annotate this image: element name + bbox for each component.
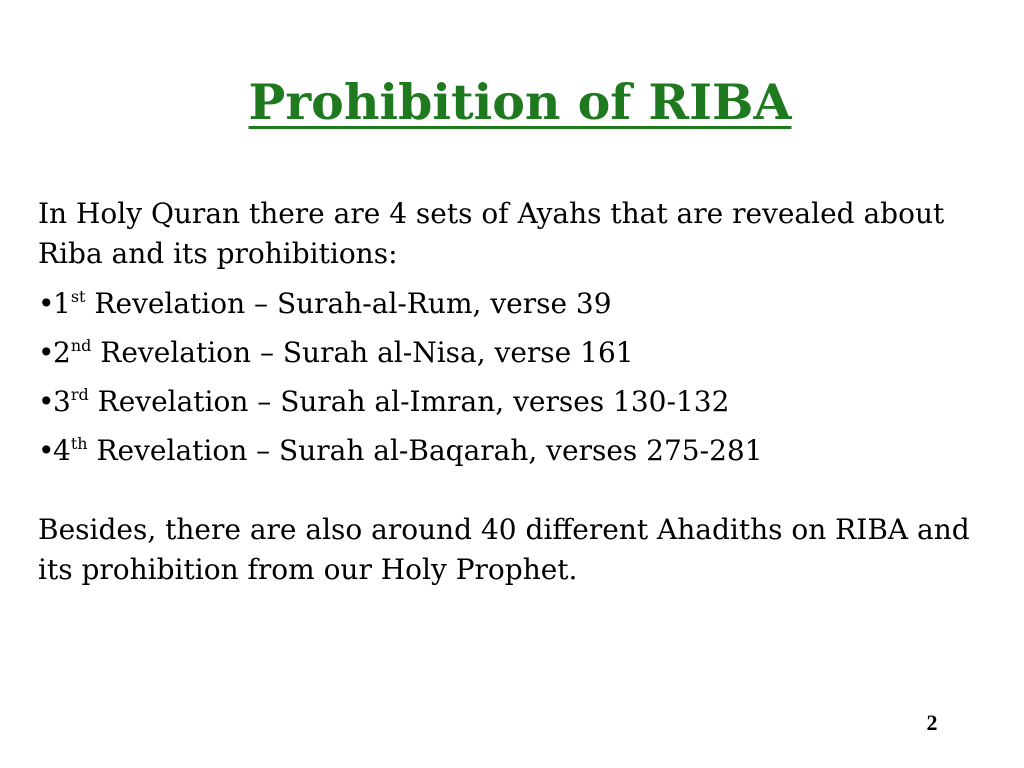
- revelation-text: Revelation – Surah-al-Rum, verse 39: [85, 287, 612, 320]
- revelation-ordinal-suffix: rd: [70, 385, 89, 404]
- revelation-text: Revelation – Surah al-Baqarah, verses 275-281: [87, 434, 763, 467]
- revelation-ordinal-suffix: nd: [70, 336, 92, 355]
- closing-paragraph: Besides, there are also around 40 different Ahadiths on RIBA and its prohibition from our Holy Prophet.: [38, 513, 970, 586]
- list-item: [38, 284, 1008, 324]
- list-item: [38, 333, 1008, 373]
- revelation-ordinal: 4: [53, 434, 71, 467]
- bullet-icon: •: [38, 287, 55, 320]
- revelation-list: [38, 284, 1008, 471]
- revelation-ordinal-suffix: st: [70, 287, 86, 306]
- revelation-text: Revelation – Surah al-Nisa, verse 161: [91, 336, 634, 369]
- revelation-ordinal: 3: [53, 385, 71, 418]
- slide-body: [38, 194, 1008, 590]
- bullet-icon: •: [38, 434, 55, 467]
- revelation-ordinal: 2: [53, 336, 71, 369]
- list-item: [38, 382, 1008, 422]
- page-number: 2: [926, 710, 938, 735]
- revelation-ordinal-suffix: th: [70, 434, 88, 453]
- revelation-ordinal: 1: [53, 287, 71, 320]
- list-item: [38, 431, 1008, 471]
- slide-title: Prohibition of RIBA: [248, 73, 792, 131]
- intro-paragraph: In Holy Quran there are 4 sets of Ayahs that are revealed about Riba and its prohibitions:: [38, 197, 945, 270]
- revelation-text: Revelation – Surah al-Imran, verses 130-132: [88, 385, 730, 418]
- bullet-icon: •: [38, 336, 55, 369]
- bullet-icon: •: [38, 385, 55, 418]
